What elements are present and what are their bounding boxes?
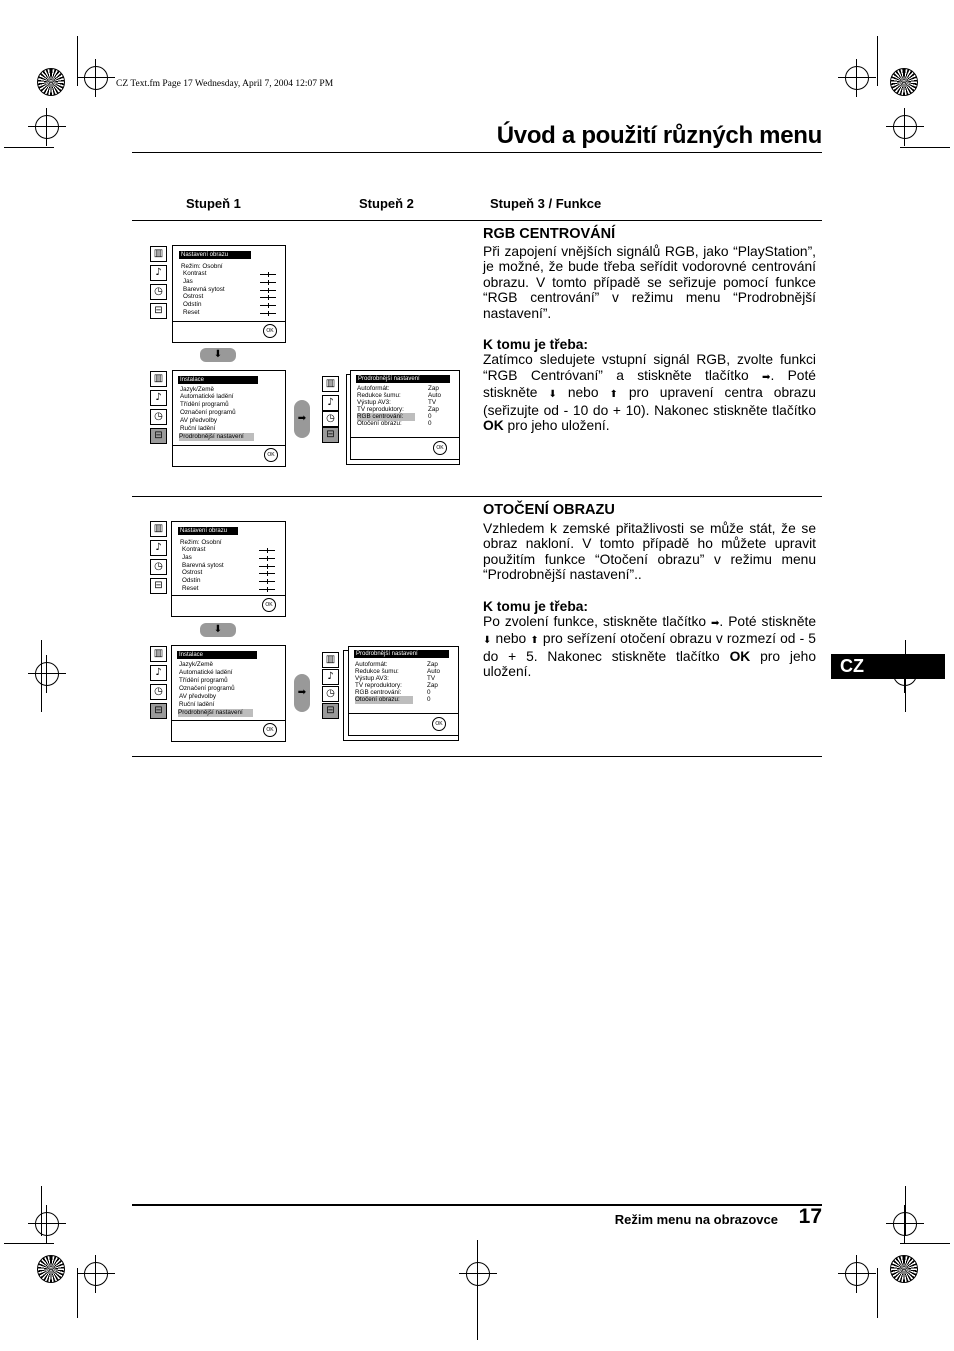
- menu-item: Redukce šumu:: [357, 392, 401, 399]
- registration-mark: [35, 1212, 59, 1236]
- menu-item: Autoformát:: [357, 385, 390, 392]
- howto-label: K tomu je třeba:: [483, 598, 589, 614]
- menu-item: Třídění programů: [179, 677, 228, 684]
- sound-icon: ♪: [150, 665, 167, 681]
- howto-part: pro upravení centra obrazu (seřizujte od - 10 do + 10). Nakonec stiskněte tlačítko: [483, 385, 816, 418]
- setup-icon: ⊟: [322, 703, 339, 719]
- ok-icon: OK: [433, 441, 447, 455]
- crop-mark: [4, 1243, 54, 1244]
- picture-menu: [171, 521, 286, 617]
- menu-value: 0: [428, 420, 432, 427]
- section-body-rgb: [483, 244, 816, 433]
- slider: [259, 589, 275, 590]
- section-body-rotation: [483, 521, 816, 680]
- menu-value: Auto: [427, 668, 440, 675]
- menu-item: Výstup AV3:: [355, 675, 389, 682]
- menu-item: Ostrost: [182, 569, 203, 576]
- right-button-icon: ➡: [294, 400, 310, 438]
- crop-mark: [477, 1240, 478, 1340]
- howto-text: [483, 614, 816, 680]
- menu-value: Zap: [428, 385, 439, 392]
- menu-item: Jazyk/Země: [179, 661, 213, 668]
- menu-item: Ruční ladění: [180, 425, 216, 432]
- ok-label: OK: [483, 418, 504, 434]
- sound-icon: ♪: [150, 390, 167, 406]
- crop-mark: [905, 1186, 906, 1236]
- picture-icon: ▥: [322, 652, 339, 668]
- right-arrow-icon: ➡: [711, 618, 720, 630]
- timer-icon: ◷: [322, 686, 339, 702]
- slider: [260, 305, 276, 306]
- menu-item: Jas: [183, 278, 193, 285]
- menu-value: Auto: [428, 392, 441, 399]
- slider: [259, 550, 275, 551]
- down-arrow-icon: ⬇: [548, 389, 557, 401]
- menu-item-selected: Prodrobnější nastavení: [179, 433, 254, 441]
- crop-mark: [77, 1268, 78, 1318]
- picture-icon: ▥: [322, 376, 339, 392]
- menu-item: Označení programů: [179, 685, 235, 692]
- menu-item: Kontrast: [183, 270, 207, 277]
- ok-icon: OK: [264, 448, 278, 462]
- file-info: CZ Text.fm Page 17 Wednesday, April 7, 2004 12:07 PM: [116, 79, 334, 89]
- menu-item: Ostrost: [183, 293, 204, 300]
- menu-divider: [172, 595, 285, 596]
- registration-mark: [35, 662, 59, 686]
- ok-icon: OK: [432, 717, 446, 731]
- menu-item: Barevná sytost: [183, 286, 225, 293]
- menu-item: Ruční ladění: [179, 701, 215, 708]
- menu-value: 0: [428, 413, 432, 420]
- menu-item: Jas: [182, 554, 192, 561]
- crop-mark: [41, 1186, 42, 1236]
- slider: [260, 274, 276, 275]
- title-rule: [132, 152, 822, 153]
- up-arrow-icon: ⬆: [530, 635, 539, 647]
- section-rule: [132, 220, 822, 221]
- crop-mark: [877, 36, 878, 86]
- howto-part: . Poté stiskněte: [719, 614, 816, 630]
- crop-mark: [900, 1243, 950, 1244]
- section-rule: [132, 756, 822, 757]
- menu-value: Zap: [427, 682, 438, 689]
- section-rule: [132, 496, 822, 497]
- menu-item: Odstín: [183, 301, 202, 308]
- menu-item: Třídění programů: [180, 401, 229, 408]
- menu-title: Prodrobnější nastavení: [356, 375, 450, 383]
- howto-part: . Poté stiskněte: [483, 367, 816, 401]
- setup-icon: ⊟: [322, 427, 339, 443]
- timer-icon: ◷: [150, 684, 167, 700]
- sound-icon: ♪: [150, 265, 167, 281]
- column-header-step1: Stupeň 1: [186, 196, 241, 211]
- ok-icon: OK: [263, 723, 277, 737]
- registration-mark: [845, 66, 869, 90]
- right-button-icon: ➡: [294, 674, 310, 712]
- registration-mark: [893, 115, 917, 139]
- menu-item-selected: RGB centrování:: [357, 413, 415, 421]
- crop-mark: [4, 147, 54, 148]
- timer-icon: ◷: [150, 559, 167, 575]
- menu-divider: [172, 720, 285, 721]
- setup-icon: ⊟: [150, 428, 167, 444]
- menu-title: Prodrobnější nastavení: [354, 650, 449, 658]
- page-number: 17: [798, 1205, 822, 1228]
- crop-mark: [77, 36, 78, 86]
- column-header-step3: Stupeň 3 / Funkce: [490, 196, 602, 211]
- column-header-step2: Stupeň 2: [359, 196, 414, 211]
- menu-divider: [173, 321, 285, 322]
- howto-part: pro jeho uložení.: [483, 648, 816, 680]
- slider: [259, 558, 275, 559]
- picture-icon: ▥: [150, 521, 167, 537]
- language-tab: CZ: [831, 654, 945, 679]
- ok-icon: OK: [262, 598, 276, 612]
- registration-dial: [37, 68, 65, 96]
- crop-mark: [41, 640, 42, 712]
- ok-label: OK: [729, 648, 751, 664]
- menu-title: Nastavení obrazu: [179, 251, 251, 259]
- menu-item: Režim: Osobní: [181, 263, 223, 270]
- menu-value: 0: [427, 696, 431, 703]
- menu-item: AV předvolby: [179, 693, 216, 700]
- howto-part: pro seřízení otočení obrazu v rozmezí od - 5 do + 5. Nakonec stiskněte tlačítko: [483, 631, 816, 664]
- section-description: Vzhledem k zemské přitažlivosti se může stát, že se obraz nakloní. V tomto případě ho můžete upravit použitím funkce “Otočení obrazu” v režimu menu “Prodrobnější nastavení”..: [483, 521, 816, 583]
- registration-mark: [84, 66, 108, 90]
- sound-icon: ♪: [322, 395, 339, 411]
- slider: [259, 573, 275, 574]
- setup-icon: ⊟: [150, 578, 167, 594]
- menu-divider: [351, 437, 459, 438]
- install-menu: [172, 370, 286, 467]
- slider: [259, 566, 275, 567]
- down-arrow-icon: ⬇: [483, 635, 492, 647]
- section-description: Při zapojení vnějších signálů RGB, jako “PlayStation”, je možné, že bude třeba seřídit vodorovné centrování obrazu. V tomto případě se seřizuje pomocí funkce “RGB centrování” v režimu menu “Prodrobnější nastavení”.: [483, 244, 816, 321]
- menu-item: Barevná sytost: [182, 562, 224, 569]
- menu-title: Instalace: [177, 651, 257, 659]
- menu-value: 0: [427, 689, 431, 696]
- menu-value: TV: [427, 675, 436, 682]
- timer-icon: ◷: [150, 284, 167, 300]
- registration-dial: [890, 68, 918, 96]
- advanced-menu: [348, 646, 459, 736]
- picture-menu: [172, 245, 286, 343]
- menu-divider: [173, 445, 285, 446]
- picture-icon: ▥: [150, 246, 167, 262]
- menu-item: Otočení obrazu:: [357, 420, 402, 427]
- menu-title: Nastavení obrazu: [178, 527, 238, 535]
- menu-item-selected: Prodrobnější nastavení: [178, 709, 253, 717]
- howto-part: Zatímco sledujete vstupní signál RGB, zvolte funkci “RGB Centróvaní” a stiskněte tlačítko: [483, 352, 816, 383]
- menu-item: Automatické ladění: [180, 393, 234, 400]
- crop-mark: [877, 1268, 878, 1318]
- slider: [259, 581, 275, 582]
- setup-icon: ⊟: [150, 703, 167, 719]
- menu-item: Reset: [182, 585, 199, 592]
- howto-part: pro jeho uložení.: [507, 418, 610, 434]
- menu-item: Odstín: [182, 577, 201, 584]
- menu-divider: [349, 713, 458, 714]
- howto-part: nebo: [495, 631, 527, 647]
- registration-dial: [37, 1255, 65, 1283]
- down-button-icon: ⬇: [200, 623, 236, 637]
- menu-item: TV reproduktory:: [357, 406, 404, 413]
- menu-item: Automatické ladění: [179, 669, 233, 676]
- timer-icon: ◷: [150, 409, 167, 425]
- menu-value: TV: [428, 399, 437, 406]
- menu-item-selected: Otočení obrazu:: [355, 696, 413, 704]
- howto-text: [483, 352, 816, 433]
- sound-icon: ♪: [150, 540, 167, 556]
- menu-item: Reset: [183, 309, 200, 316]
- menu-value: Zap: [427, 661, 438, 668]
- howto-part: Po zvolení funkce, stiskněte tlačítko: [483, 614, 707, 630]
- menu-item: Autoformát:: [355, 661, 388, 668]
- picture-icon: ▥: [150, 646, 167, 662]
- slider: [260, 282, 276, 283]
- menu-item: TV reproduktory:: [355, 682, 402, 689]
- right-arrow-icon: ➡: [762, 371, 771, 383]
- page-title: Úvod a použití různých menu: [496, 122, 822, 149]
- sound-icon: ♪: [322, 669, 339, 685]
- menu-item: RGB centrování:: [355, 689, 402, 696]
- menu-value: Zap: [428, 406, 439, 413]
- down-button-icon: ⬇: [200, 348, 236, 362]
- registration-mark: [35, 115, 59, 139]
- menu-item: Výstup AV3:: [357, 399, 391, 406]
- timer-icon: ◷: [322, 411, 339, 427]
- section-title-rotation: OTOČENÍ OBRAZU: [483, 502, 615, 518]
- registration-mark: [466, 1262, 490, 1286]
- section-title-rgb: RGB CENTROVÁNÍ: [483, 226, 616, 242]
- install-menu: [171, 645, 286, 742]
- registration-dial: [890, 1255, 918, 1283]
- crop-mark: [900, 147, 950, 148]
- up-arrow-icon: ⬆: [609, 389, 618, 401]
- setup-icon: ⊟: [150, 303, 167, 319]
- menu-item: AV předvolby: [180, 417, 217, 424]
- picture-icon: ▥: [150, 371, 167, 387]
- registration-mark: [84, 1262, 108, 1286]
- slider: [260, 290, 276, 291]
- menu-item: Jazyk/Země: [180, 386, 214, 393]
- menu-item: Redukce šumu:: [355, 668, 399, 675]
- footer-rule: [132, 1204, 822, 1206]
- menu-item: Režim: Osobní: [180, 539, 222, 546]
- menu-item: Označení programů: [180, 409, 236, 416]
- howto-label: K tomu je třeba:: [483, 337, 589, 353]
- slider: [260, 313, 276, 314]
- ok-icon: OK: [263, 324, 277, 338]
- howto-part: nebo: [567, 385, 599, 401]
- slider: [260, 297, 276, 298]
- footer-section-label: Režim menu na obrazovce: [614, 1212, 778, 1227]
- advanced-menu: [350, 370, 460, 460]
- menu-title: Instalace: [178, 376, 258, 384]
- menu-item: Kontrast: [182, 546, 206, 553]
- registration-mark: [845, 1262, 869, 1286]
